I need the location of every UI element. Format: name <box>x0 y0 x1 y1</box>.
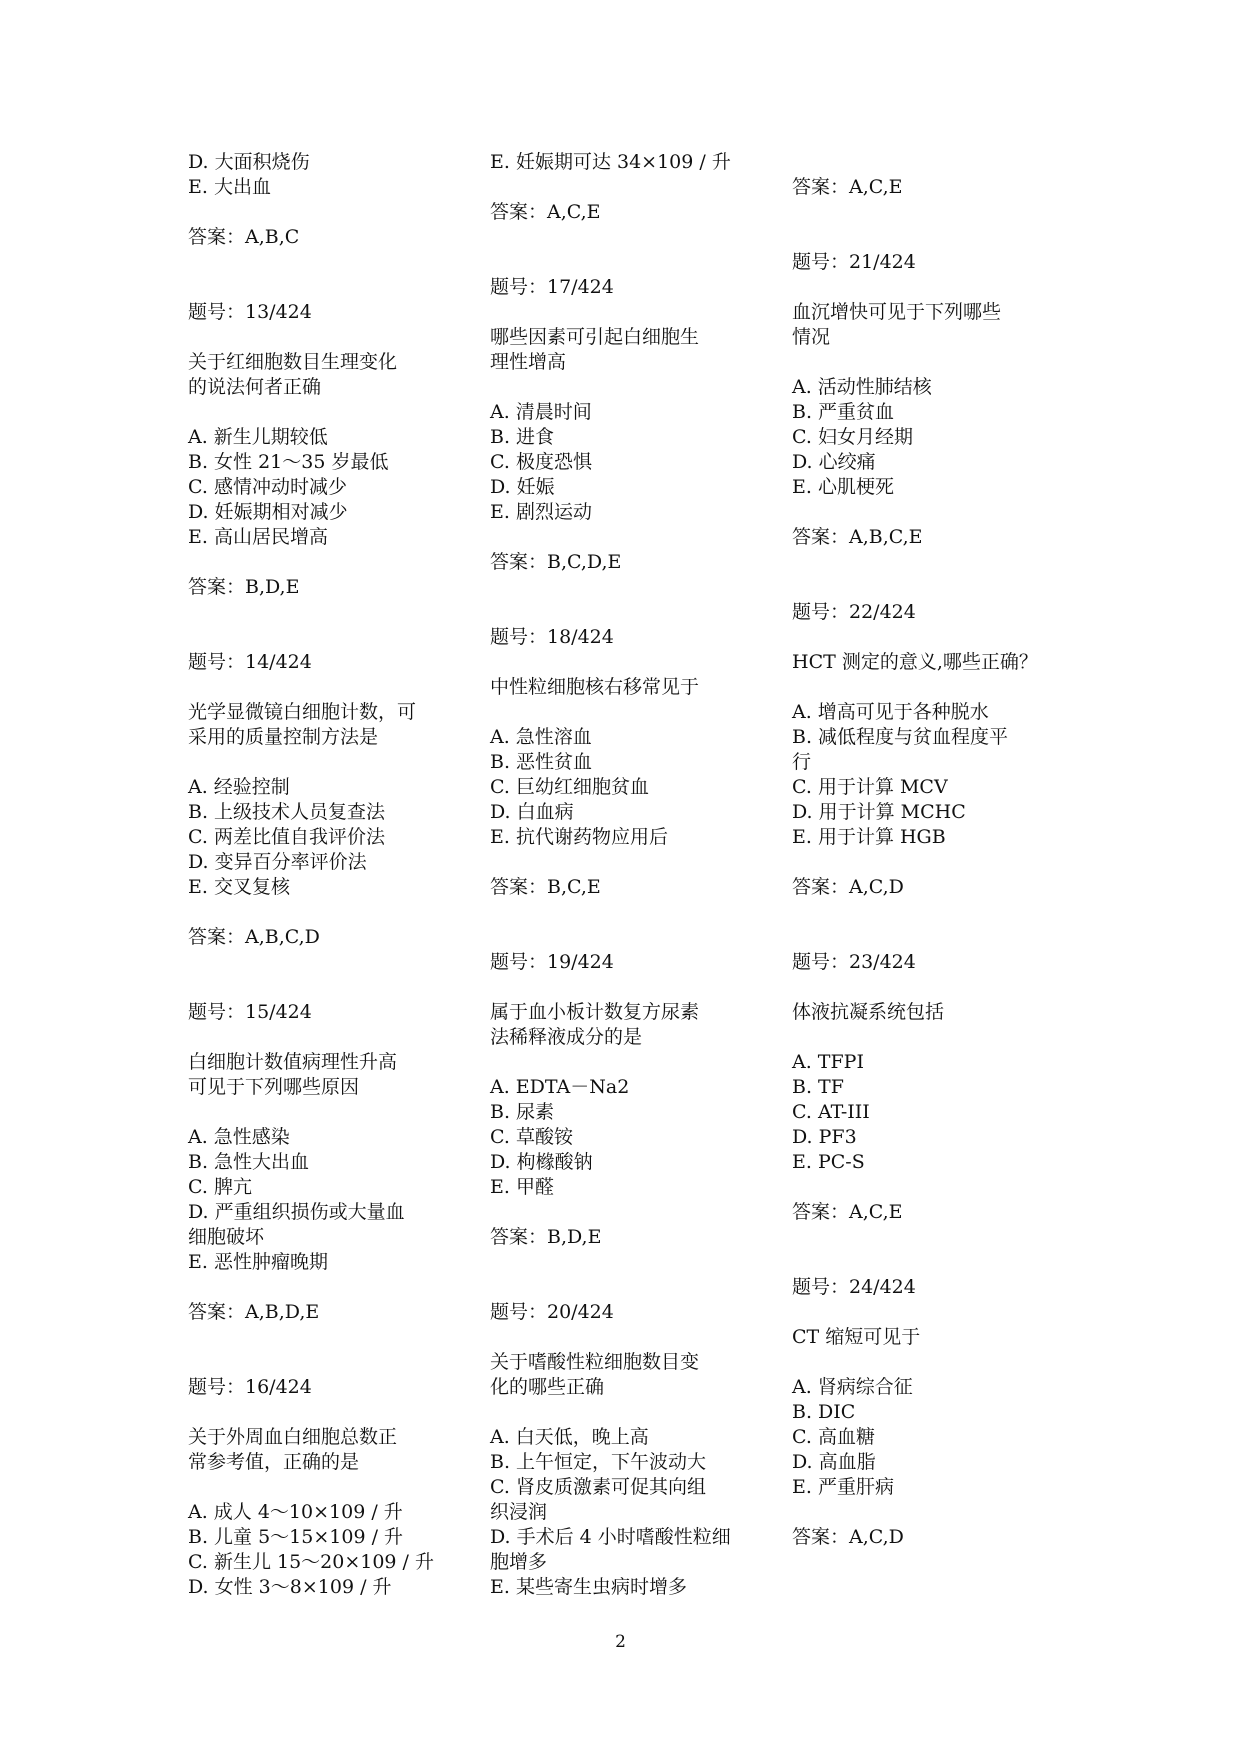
option-line: 行 <box>792 751 812 773</box>
spacer <box>490 300 765 325</box>
column-2 <box>490 150 765 1600</box>
spacer <box>490 975 765 1000</box>
spacer <box>490 650 765 675</box>
option-line: C. 两差比值自我评价法 <box>188 826 385 848</box>
question-stem: 光学显微镜白细胞计数，可 <box>188 701 417 723</box>
option-line: B. 上级技术人员复查法 <box>188 801 386 823</box>
option-line: D. 妊娠 <box>490 476 555 498</box>
answer-line: 答案：A,C,D <box>792 1526 904 1548</box>
spacer <box>792 1550 1067 1600</box>
question-stem: 的说法何者正确 <box>188 376 322 398</box>
option-line: A. 活动性肺结核 <box>792 376 932 398</box>
option-line: C. 用于计算 MCV <box>792 776 948 798</box>
option-line: D. 高血脂 <box>792 1451 876 1473</box>
spacer <box>188 1275 463 1300</box>
spacer <box>792 350 1067 375</box>
question-stem: 关于外周血白细胞总数正 <box>188 1426 398 1448</box>
question-stem: 属于血小板计数复方尿素 <box>490 1001 700 1023</box>
option-line: C. AT-III <box>792 1101 870 1123</box>
spacer <box>792 1175 1067 1200</box>
question-number: 题号：16/424 <box>188 1376 312 1398</box>
spacer <box>490 1200 765 1225</box>
option-line: C. 巨幼红细胞贫血 <box>490 776 649 798</box>
question-block <box>792 600 1067 950</box>
option-line: C. 肾皮质激素可促其向组 <box>490 1476 706 1498</box>
option-line: B. 严重贫血 <box>792 401 895 423</box>
spacer <box>792 675 1067 700</box>
page-number: 2 <box>615 1632 626 1652</box>
question-stem: 理性增高 <box>490 351 567 373</box>
spacer <box>792 1300 1067 1325</box>
option-line: B. 尿素 <box>490 1101 555 1123</box>
question-stem: 关于嗜酸性粒细胞数目变 <box>490 1351 700 1373</box>
option-line: A. 肾病综合征 <box>792 1376 913 1398</box>
option-line: B. 儿童 5～15×109 / 升 <box>188 1526 404 1548</box>
option-line: B. 急性大出血 <box>188 1151 310 1173</box>
spacer <box>490 1250 765 1300</box>
option-line: B. 进食 <box>490 426 555 448</box>
question-number: 题号：15/424 <box>188 1001 312 1023</box>
option-line: B. 女性 21～35 岁最低 <box>188 451 389 473</box>
question-block <box>490 950 765 1300</box>
option-line: A. 经验控制 <box>188 776 290 798</box>
spacer <box>490 1050 765 1075</box>
spacer <box>188 200 463 225</box>
option-line: E. 恶性肿瘤晚期 <box>188 1251 328 1273</box>
question-number: 题号：17/424 <box>490 276 614 298</box>
option-line: E. 心肌梗死 <box>792 476 894 498</box>
column-3 <box>792 175 1067 1600</box>
option-line: E. 抗代谢药物应用后 <box>490 826 668 848</box>
option-line: E. PC-S <box>792 1151 865 1173</box>
spacer <box>188 600 463 650</box>
question-stem: 采用的质量控制方法是 <box>188 726 379 748</box>
question-stem: 血沉增快可见于下列哪些 <box>792 301 1002 323</box>
spacer <box>188 750 463 775</box>
spacer <box>188 950 463 1000</box>
option-line: B. TF <box>792 1076 844 1098</box>
question-stem: 哪些因素可引起白细胞生 <box>490 326 700 348</box>
option-line: C. 新生儿 15～20×109 / 升 <box>188 1551 434 1573</box>
option-line: B. 减低程度与贫血程度平 <box>792 726 1009 748</box>
answer-line: 答案：A,B,C,D <box>188 926 320 948</box>
spacer <box>792 1225 1067 1275</box>
question-number: 题号：24/424 <box>792 1276 916 1298</box>
question-number: 题号：19/424 <box>490 951 614 973</box>
question-number: 题号：22/424 <box>792 601 916 623</box>
spacer <box>188 675 463 700</box>
answer-line: 答案：B,C,E <box>490 876 601 898</box>
option-line: C. 妇女月经期 <box>792 426 913 448</box>
spacer <box>490 525 765 550</box>
spacer <box>188 400 463 425</box>
spacer <box>792 275 1067 300</box>
spacer <box>792 850 1067 875</box>
option-line: D. 严重组织损伤或大量血 <box>188 1201 405 1223</box>
spacer <box>792 550 1067 600</box>
answer-line: 答案：A,C,D <box>792 876 904 898</box>
option-line: 细胞破坏 <box>188 1226 265 1248</box>
question-stem: 常参考值，正确的是 <box>188 1451 360 1473</box>
question-stem: 可见于下列哪些原因 <box>188 1076 360 1098</box>
question-number: 题号：14/424 <box>188 651 312 673</box>
option-line: E. 交叉复核 <box>188 876 290 898</box>
question-number: 题号：21/424 <box>792 251 916 273</box>
option-line: A. EDTA－Na2 <box>490 1076 630 1098</box>
question-stem: 化的哪些正确 <box>490 1376 605 1398</box>
question-number: 题号：23/424 <box>792 951 916 973</box>
spacer <box>792 1025 1067 1050</box>
spacer <box>792 500 1067 525</box>
spacer <box>188 325 463 350</box>
question-stem: 情况 <box>792 326 831 348</box>
spacer <box>490 1325 765 1350</box>
question-stem: 白细胞计数值病理性升高 <box>188 1051 398 1073</box>
option-line: D. 变异百分率评价法 <box>188 851 367 873</box>
answer-line: 答案：A,C,E <box>792 1201 903 1223</box>
option-line: 织浸润 <box>490 1501 548 1523</box>
option-line: A. 急性感染 <box>188 1126 290 1148</box>
option-line: A. 成人 4～10×109 / 升 <box>188 1501 403 1523</box>
spacer <box>188 1325 463 1375</box>
spacer <box>188 550 463 575</box>
question-stem: 中性粒细胞核右移常见于 <box>490 676 700 698</box>
question-block <box>792 950 1067 1275</box>
spacer <box>490 175 765 200</box>
spacer <box>188 1400 463 1425</box>
spacer <box>792 1500 1067 1525</box>
spacer <box>188 1475 463 1500</box>
answer-line: 答案：B,C,D,E <box>490 551 622 573</box>
spacer <box>792 900 1067 950</box>
question-stem: 关于红细胞数目生理变化 <box>188 351 398 373</box>
spacer <box>188 250 463 300</box>
option-line: D. 手术后 4 小时嗜酸性粒细 <box>490 1526 731 1548</box>
question-number: 题号：13/424 <box>188 301 312 323</box>
option-line: E. 剧烈运动 <box>490 501 592 523</box>
spacer <box>490 900 765 950</box>
spacer <box>188 900 463 925</box>
question-block <box>188 1375 463 1600</box>
option-line: A. 新生儿期较低 <box>188 426 328 448</box>
option-line: B. DIC <box>792 1401 856 1423</box>
option-line: D. 枸橼酸钠 <box>490 1151 593 1173</box>
spacer <box>490 375 765 400</box>
spacer <box>490 225 765 275</box>
spacer <box>792 975 1067 1000</box>
option-line: D. 妊娠期相对减少 <box>188 501 348 523</box>
question-block <box>188 1000 463 1375</box>
question-stem: CT 缩短可见于 <box>792 1326 921 1348</box>
spacer <box>188 1100 463 1125</box>
option-line: E. 大出血 <box>188 176 271 198</box>
option-line: 胞增多 <box>490 1551 548 1573</box>
spacer <box>490 700 765 725</box>
option-line: E. 严重肝病 <box>792 1476 894 1498</box>
option-line: C. 高血糖 <box>792 1426 875 1448</box>
answer-line: 答案：A,C,E <box>490 201 601 223</box>
option-line: E. 用于计算 HGB <box>792 826 946 848</box>
option-line: E. 妊娠期可达 34×109 / 升 <box>490 151 731 173</box>
spacer <box>490 850 765 875</box>
answer-line: 答案：A,B,C <box>188 226 300 248</box>
question-stem: 体液抗凝系统包括 <box>792 1001 945 1023</box>
answer-line: 答案：B,D,E <box>188 576 300 598</box>
question-number: 题号：20/424 <box>490 1301 614 1323</box>
option-line: E. 某些寄生虫病时增多 <box>490 1576 687 1598</box>
question-block <box>490 625 765 950</box>
option-line: A. 急性溶血 <box>490 726 592 748</box>
option-line: D. 心绞痛 <box>792 451 876 473</box>
spacer <box>490 575 765 625</box>
option-line: D. PF3 <box>792 1126 857 1148</box>
answer-line: 答案：B,D,E <box>490 1226 602 1248</box>
option-line: C. 感情冲动时减少 <box>188 476 347 498</box>
option-line: D. 女性 3～8×109 / 升 <box>188 1576 392 1598</box>
question-block <box>792 250 1067 600</box>
question-block <box>490 275 765 625</box>
spacer <box>792 1350 1067 1375</box>
spacer <box>792 200 1067 250</box>
question-block <box>188 650 463 1000</box>
option-line: E. 高山居民增高 <box>188 526 328 548</box>
answer-line: 答案：A,B,D,E <box>188 1301 320 1323</box>
answer-line: 答案：A,B,C,E <box>792 526 923 548</box>
option-line: B. 恶性贫血 <box>490 751 593 773</box>
option-line: C. 脾亢 <box>188 1176 252 1198</box>
question-block <box>188 300 463 650</box>
option-line: D. 白血病 <box>490 801 574 823</box>
spacer <box>490 1400 765 1425</box>
option-line: A. 清晨时间 <box>490 401 592 423</box>
option-line: E. 甲醛 <box>490 1176 554 1198</box>
question-number: 题号：18/424 <box>490 626 614 648</box>
option-line: A. TFPI <box>792 1051 864 1073</box>
question-stem: 法稀释液成分的是 <box>490 1026 643 1048</box>
column-1 <box>188 150 463 1600</box>
option-line: B. 上午恒定，下午波动大 <box>490 1451 707 1473</box>
option-line: D. 大面积烧伤 <box>188 151 310 173</box>
option-line: A. 增高可见于各种脱水 <box>792 701 989 723</box>
spacer <box>792 625 1067 650</box>
option-line: D. 用于计算 MCHC <box>792 801 966 823</box>
answer-line: 答案：A,C,E <box>792 176 903 198</box>
option-line: C. 极度恐惧 <box>490 451 592 473</box>
option-line: A. 白天低，晚上高 <box>490 1426 649 1448</box>
question-stem: HCT 测定的意义,哪些正确？ <box>792 651 1038 673</box>
spacer <box>188 1025 463 1050</box>
question-block <box>792 1275 1067 1600</box>
option-line: C. 草酸铵 <box>490 1126 573 1148</box>
question-block <box>490 1300 765 1600</box>
